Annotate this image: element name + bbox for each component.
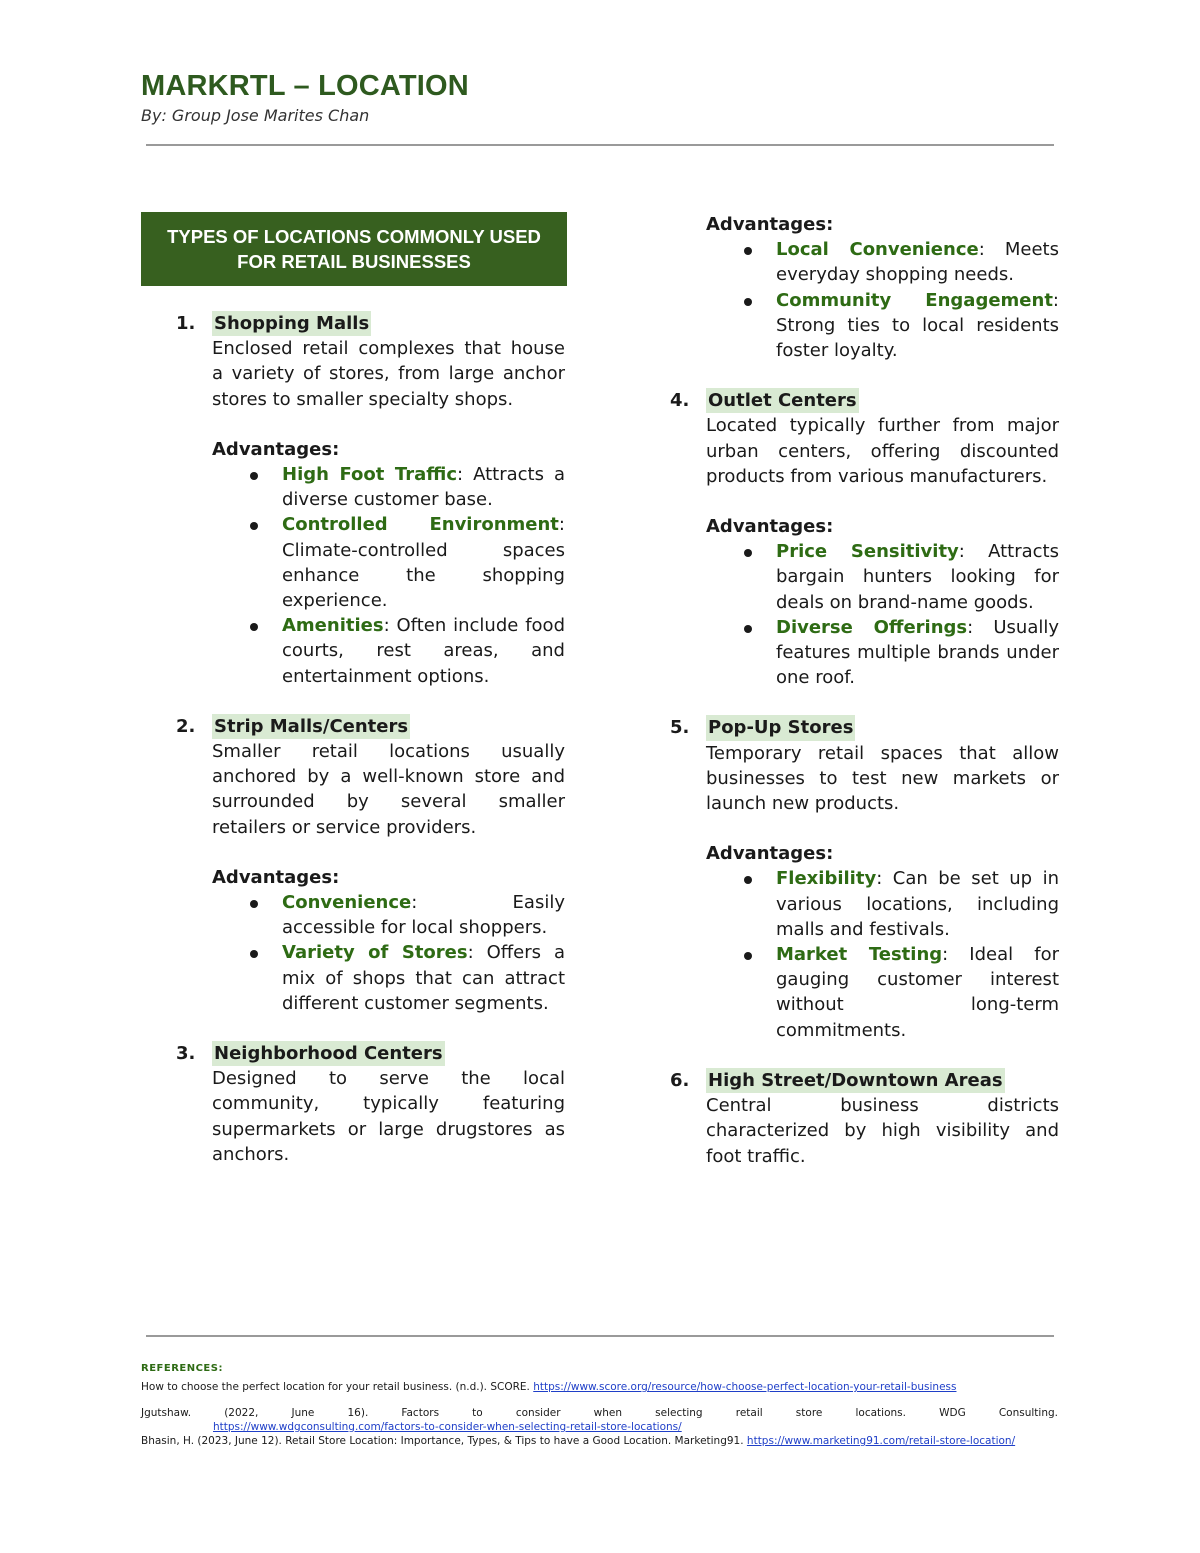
- advantage-item: [212, 613, 565, 689]
- section-outlet-centers: [670, 388, 1059, 690]
- section-description: Smaller retail locations usually anchored by a well-known store and surrounded by several smaller retailers or service providers.: [212, 741, 565, 838]
- section-number: 2.: [176, 715, 196, 737]
- reference-link[interactable]: https://www.marketing91.com/retail-store-location/: [746, 1435, 1016, 1447]
- advantages-label: Advantages:: [706, 516, 834, 538]
- advantages-list: [212, 462, 565, 689]
- bullet-icon: [744, 247, 752, 255]
- advantage-text: : Can be set up in various locations, including malls and festivals.: [776, 868, 1059, 940]
- advantages-list: [212, 890, 565, 1016]
- advantage-item: [706, 237, 1059, 287]
- advantage-text: : Strong ties to local residents foster loyalty.: [776, 289, 1059, 362]
- advantage-item: [212, 940, 565, 1016]
- section-number: 1.: [176, 313, 196, 334]
- advantage-text: : Meets everyday shopping needs.: [776, 239, 1059, 286]
- advantage-text: : Easily accessible for local shoppers.: [282, 892, 565, 939]
- bullet-icon: [744, 549, 752, 557]
- section-neighborhood-centers-advantages: [670, 212, 1059, 363]
- advantage-name: Controlled Environment: [282, 514, 559, 536]
- advantage-name: Community Engagement: [776, 289, 1053, 311]
- section-title: High Street/Downtown Areas: [706, 1068, 1005, 1093]
- section-high-street: [670, 1068, 1059, 1169]
- reference-link-line: [141, 1420, 1058, 1434]
- reference-item: [141, 1380, 1058, 1394]
- document-author: By: Group Jose Marites Chan: [141, 106, 370, 125]
- advantage-item: [212, 890, 565, 940]
- section-title: Outlet Centers: [706, 388, 859, 413]
- advantages-label: Advantages:: [212, 438, 340, 460]
- bullet-icon: [744, 625, 752, 633]
- advantage-name: Local Convenience: [776, 239, 979, 261]
- section-shopping-malls: [176, 311, 565, 689]
- advantage-name: Variety of Stores: [282, 942, 468, 964]
- bullet-icon: [744, 298, 752, 306]
- advantage-name: Amenities: [282, 615, 384, 637]
- section-description: Enclosed retail complexes that house a variety of stores, from large anchor stores to smaller specialty shops.: [212, 338, 565, 410]
- section-strip-malls: [176, 714, 565, 1016]
- bullet-icon: [250, 623, 258, 631]
- advantages-list: [706, 237, 1059, 363]
- section-title: Strip Malls/Centers: [212, 714, 410, 739]
- bullet-icon: [250, 472, 258, 480]
- left-column: [176, 311, 565, 1192]
- section-number: 3.: [176, 1043, 196, 1065]
- advantage-text: : Attracts bargain hunters looking for deals on brand-name goods.: [776, 541, 1059, 613]
- references: [141, 1362, 1058, 1448]
- section-number: 6.: [670, 1069, 690, 1091]
- advantage-text: : Usually features multiple brands under one roof.: [776, 616, 1060, 689]
- advantage-name: Market Testing: [776, 944, 943, 966]
- advantage-name: Diverse Offerings: [776, 616, 968, 638]
- advantage-name: Price Sensitivity: [776, 541, 959, 563]
- section-title: Pop-Up Stores: [706, 715, 855, 740]
- section-number: 5.: [670, 717, 690, 739]
- banner-line-2: FOR RETAIL BUSINESSES: [237, 251, 471, 272]
- advantage-item: [706, 615, 1059, 691]
- advantage-text: : Attracts a diverse customer base.: [282, 464, 565, 511]
- reference-link[interactable]: https://www.score.org/resource/how-choose-perfect-location-your-retail-business: [533, 1381, 957, 1393]
- advantage-item: [212, 462, 565, 512]
- reference-link[interactable]: https://www.wdgconsulting.com/factors-to-consider-when-selecting-retail-store-locations/: [213, 1421, 682, 1433]
- reference-item: [141, 1434, 1058, 1448]
- advantage-item: [706, 866, 1059, 942]
- advantage-name: Flexibility: [776, 868, 877, 890]
- advantage-item: [212, 512, 565, 613]
- bullet-icon: [250, 900, 258, 908]
- advantage-name: High Foot Traffic: [282, 464, 458, 486]
- section-number: 4.: [670, 390, 690, 412]
- advantages-label: Advantages:: [212, 866, 340, 888]
- advantages-label: Advantages:: [706, 214, 834, 235]
- section-title: Shopping Malls: [212, 311, 371, 336]
- references-label: REFERENCES:: [141, 1363, 223, 1374]
- section-description: Located typically further from major urban centers, offering discounted products from various manufacturers.: [706, 415, 1059, 487]
- advantage-text: : Climate-controlled spaces enhance the shopping experience.: [282, 514, 565, 612]
- advantages-list: [706, 866, 1059, 1042]
- bullet-icon: [250, 522, 258, 530]
- section-description: Central business districts characterized by high visibility and foot traffic.: [706, 1095, 1059, 1167]
- bullet-icon: [250, 950, 258, 958]
- advantage-name: Convenience: [282, 892, 412, 914]
- advantage-item: [706, 539, 1059, 615]
- banner-line-1: TYPES OF LOCATIONS COMMONLY USED: [167, 226, 541, 247]
- advantages-list: [706, 539, 1059, 690]
- advantage-item: [706, 942, 1059, 1043]
- advantage-text: : Often include food courts, rest areas, and entertainment options.: [282, 615, 565, 687]
- bullet-icon: [744, 876, 752, 884]
- reference-text: How to choose the perfect location for your retail business. (n.d.). SCORE.: [141, 1381, 534, 1393]
- reference-text: Jgutshaw. (2022, June 16). Factors to consider when selecting retail store locations. WDG Consulting.: [141, 1407, 1058, 1419]
- reference-text: Bhasin, H. (2023, June 12). Retail Store Location: Importance, Types, & Tips to have a Good Location. Marketing91.: [141, 1435, 747, 1447]
- bullet-icon: [744, 952, 752, 960]
- section-pop-up-stores: [670, 715, 1059, 1042]
- advantages-label: Advantages:: [706, 843, 834, 865]
- header-divider: [146, 144, 1054, 146]
- advantage-item: [706, 288, 1059, 364]
- advantage-text: : Ideal for gauging customer interest without long-term commitments.: [776, 944, 1059, 1041]
- section-title: Neighborhood Centers: [212, 1041, 445, 1066]
- section-description: Designed to serve the local community, typically featuring supermarkets or large drugstores as anchors.: [212, 1068, 565, 1165]
- reference-item: [141, 1406, 1058, 1420]
- advantage-text: : Offers a mix of shops that can attract different customer segments.: [282, 942, 565, 1014]
- footer-divider: [146, 1335, 1054, 1337]
- section-description: Temporary retail spaces that allow businesses to test new markets or launch new products.: [706, 742, 1059, 815]
- section-banner: [141, 212, 567, 286]
- document-title: MARKRTL – LOCATION: [141, 70, 469, 102]
- right-column: [670, 212, 1059, 1194]
- section-neighborhood-centers: [176, 1041, 565, 1167]
